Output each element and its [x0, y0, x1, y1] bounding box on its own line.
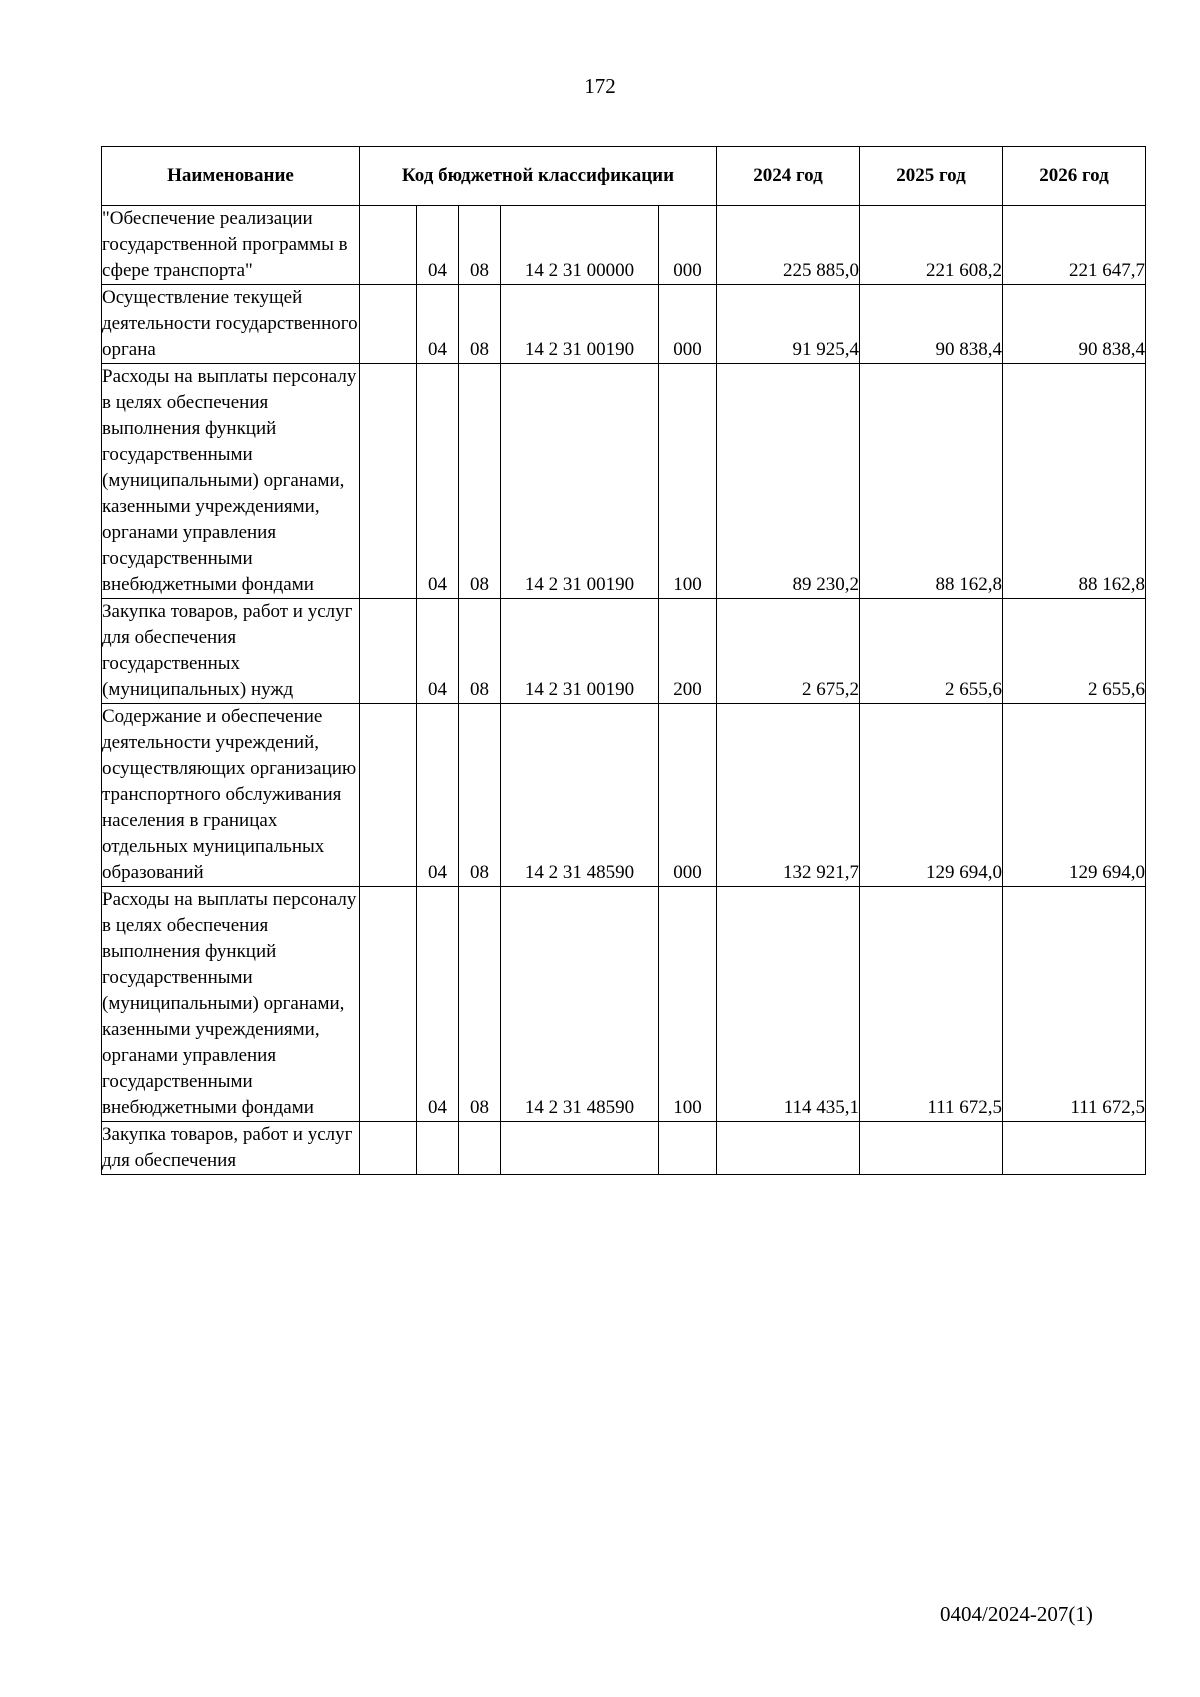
row-razdel: 04 [417, 704, 459, 887]
row-2025: 111 672,5 [860, 887, 1003, 1122]
row-csr: 14 2 31 48590 [501, 887, 659, 1122]
row-2026: 129 694,0 [1003, 704, 1146, 887]
row-podrazdel: 08 [459, 599, 501, 704]
row-spacer [360, 1122, 417, 1175]
row-2026: 2 655,6 [1003, 599, 1146, 704]
row-2024: 2 675,2 [717, 599, 860, 704]
row-2024: 114 435,1 [717, 887, 860, 1122]
row-2026 [1003, 1122, 1146, 1175]
page-number: 172 [584, 74, 616, 98]
row-csr: 14 2 31 00190 [501, 599, 659, 704]
table-row [102, 285, 1146, 364]
table-row [102, 1122, 1146, 1175]
row-podrazdel: 08 [459, 285, 501, 364]
row-2026: 88 162,8 [1003, 364, 1146, 599]
row-name: Закупка товаров, работ и услуг для обеспечения [102, 1122, 360, 1175]
row-2025: 2 655,6 [860, 599, 1003, 704]
row-spacer [360, 599, 417, 704]
row-vr: 200 [659, 599, 717, 704]
table-header-row [102, 147, 1146, 206]
row-razdel: 04 [417, 887, 459, 1122]
row-csr [501, 1122, 659, 1175]
row-csr: 14 2 31 00190 [501, 285, 659, 364]
row-podrazdel: 08 [459, 887, 501, 1122]
row-2026: 90 838,4 [1003, 285, 1146, 364]
row-name: Закупка товаров, работ и услуг для обеспечения государственных (муниципальных) нужд [102, 599, 360, 704]
row-csr: 14 2 31 00000 [501, 206, 659, 285]
row-vr: 100 [659, 887, 717, 1122]
row-2025: 129 694,0 [860, 704, 1003, 887]
row-name: Осуществление текущей деятельности государственного органа [102, 285, 360, 364]
row-vr: 100 [659, 364, 717, 599]
row-2025: 90 838,4 [860, 285, 1003, 364]
row-spacer [360, 285, 417, 364]
row-spacer [360, 206, 417, 285]
row-spacer [360, 364, 417, 599]
row-name: Расходы на выплаты персоналу в целях обеспечения выполнения функций государственными (муниципальными) органами, казенными учреждениями, органами управления государственными внебюджетными фондами [102, 887, 360, 1122]
row-csr: 14 2 31 00190 [501, 364, 659, 599]
row-2024: 91 925,4 [717, 285, 860, 364]
row-spacer [360, 887, 417, 1122]
header-2025: 2025 год [860, 147, 1003, 206]
row-razdel: 04 [417, 364, 459, 599]
row-2025: 221 608,2 [860, 206, 1003, 285]
row-2025 [860, 1122, 1003, 1175]
header-2024: 2024 год [717, 147, 860, 206]
row-vr: 000 [659, 285, 717, 364]
row-2025: 88 162,8 [860, 364, 1003, 599]
table-row [102, 364, 1146, 599]
row-csr: 14 2 31 48590 [501, 704, 659, 887]
row-name: Содержание и обеспечение деятельности учреждений, осуществляющих организацию транспортного обслуживания населения в границах отдельных муниципальных образований [102, 704, 360, 887]
row-vr: 000 [659, 206, 717, 285]
row-name: Расходы на выплаты персоналу в целях обеспечения выполнения функций государственными (муниципальными) органами, казенными учреждениями, органами управления государственными внебюджетными фондами [102, 364, 360, 599]
document-code: 0404/2024-207(1) [940, 1602, 1093, 1626]
row-podrazdel: 08 [459, 206, 501, 285]
budget-table [101, 146, 1146, 1175]
row-podrazdel [459, 1122, 501, 1175]
row-podrazdel: 08 [459, 704, 501, 887]
row-razdel: 04 [417, 285, 459, 364]
row-podrazdel: 08 [459, 364, 501, 599]
header-code: Код бюджетной классификации [360, 147, 717, 206]
row-2026: 221 647,7 [1003, 206, 1146, 285]
row-razdel: 04 [417, 206, 459, 285]
row-2024: 132 921,7 [717, 704, 860, 887]
row-2026: 111 672,5 [1003, 887, 1146, 1122]
row-2024 [717, 1122, 860, 1175]
table-row [102, 704, 1146, 887]
header-name: Наименование [102, 147, 360, 206]
row-2024: 225 885,0 [717, 206, 860, 285]
row-razdel [417, 1122, 459, 1175]
table-row [102, 887, 1146, 1122]
table-row [102, 206, 1146, 285]
row-vr: 000 [659, 704, 717, 887]
row-razdel: 04 [417, 599, 459, 704]
row-2024: 89 230,2 [717, 364, 860, 599]
table-row [102, 599, 1146, 704]
row-name: "Обеспечение реализации государственной программы в сфере транспорта" [102, 206, 360, 285]
row-spacer [360, 704, 417, 887]
header-2026: 2026 год [1003, 147, 1146, 206]
row-vr [659, 1122, 717, 1175]
